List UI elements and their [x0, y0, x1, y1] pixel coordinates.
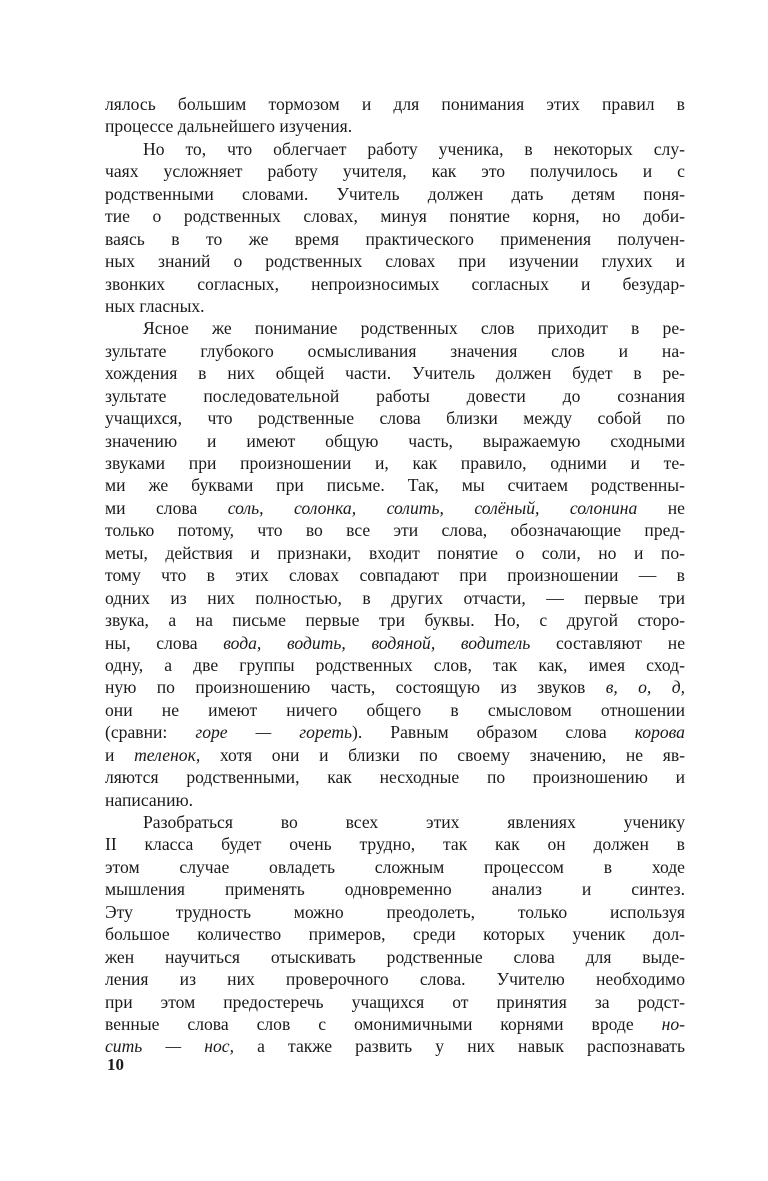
text-line	[105, 160, 685, 182]
text-line	[105, 878, 685, 900]
italic-example: вода, водить, водяной, водитель	[223, 632, 531, 653]
italic-example: в, о, д,	[605, 677, 686, 698]
text-line	[105, 654, 685, 676]
text-span: хождения в них общей части. Учитель должен будет в ре-	[105, 363, 685, 384]
text-span: ваясь в то же время практического применения получен-	[105, 228, 685, 249]
text-span: ми слова	[105, 497, 228, 518]
text-span: одну, а две группы родственных слов, так как, имея сход-	[105, 654, 685, 675]
text-line	[105, 833, 685, 855]
text-span: мышления применять одновременно анализ и синтез.	[105, 879, 685, 900]
italic-example: корова	[634, 722, 685, 743]
text-line	[105, 632, 685, 654]
text-line	[105, 542, 685, 564]
text-span: Но то, что облегчает работу ученика, в некоторых слу-	[143, 138, 685, 159]
text-line	[105, 721, 685, 743]
text-line	[105, 474, 685, 496]
text-span: значению и имеют общую часть, выражаемую сходными	[105, 430, 685, 451]
text-line	[105, 138, 685, 160]
text-span: написанию.	[105, 789, 194, 810]
text-span: ную по произношению часть, состоящую из звуков	[105, 677, 606, 698]
text-span: Ясное же понимание родственных слов приходит в ре-	[143, 318, 685, 339]
text-span: звонких согласных, непроизносимых согласных и безудар-	[105, 273, 685, 294]
text-line	[105, 676, 685, 698]
text-line	[105, 452, 685, 474]
text-line	[105, 497, 685, 519]
text-span: большое количество примеров, среди которых ученик дол-	[105, 924, 685, 945]
text-line	[105, 609, 685, 631]
text-line	[105, 362, 685, 384]
text-span: Эту трудность можно преодолеть, только используя	[105, 901, 685, 922]
text-line	[105, 250, 685, 272]
italic-example: соль, солонка, солить, солёный, солонина	[227, 497, 638, 518]
text-span: ления из них проверочного слова. Учителю необходимо	[105, 969, 685, 990]
text-line	[105, 901, 685, 923]
text-line	[105, 385, 685, 407]
text-line	[105, 789, 685, 811]
text-span: чаях усложняет работу учителя, как это получилось и с	[105, 161, 685, 182]
text-span: ных знаний о родственных словах при изучении глухих и	[105, 251, 685, 272]
italic-example: сить — нос,	[105, 1036, 234, 1057]
page-body-text	[105, 93, 685, 1058]
text-line	[105, 205, 685, 227]
text-span: тому что в этих словах совпадают при произношении — в	[105, 565, 685, 586]
text-span: хотя они и близки по своему значению, не яв-	[200, 744, 685, 765]
text-line	[105, 744, 685, 766]
text-span: II класса будет очень трудно, так как он должен в	[105, 834, 685, 855]
text-span: жен научиться отыскивать родственные слова для выде-	[105, 946, 685, 967]
text-span: составляют не	[530, 632, 686, 653]
text-span: при этом предостеречь учащихся от принятия за родст-	[105, 991, 685, 1012]
text-line	[105, 93, 685, 115]
text-span: зультате глубокого осмысливания значения слов и на-	[105, 340, 685, 361]
text-line	[105, 430, 685, 452]
text-line	[105, 564, 685, 586]
text-span: зультате последовательной работы довести до сознания	[105, 385, 685, 406]
paragraph	[105, 93, 685, 138]
text-span: Разобраться во всех этих явлениях ученику	[143, 812, 685, 832]
text-span: меты, действия и признаки, входит понятие о соли, но и по-	[105, 542, 685, 563]
text-line	[105, 699, 685, 721]
text-line	[105, 115, 685, 137]
text-span: а также развить у них навык распознавать	[233, 1036, 685, 1057]
text-line	[105, 1013, 685, 1035]
italic-example: горе — гореть	[195, 722, 353, 743]
text-line	[105, 183, 685, 205]
text-span: ляются родственными, как несходные по произношению и	[105, 767, 685, 788]
text-line	[105, 946, 685, 968]
text-span: они не имеют ничего общего в смысловом отношении	[105, 699, 685, 720]
text-span: звука, а на письме первые три буквы. Но, с другой сторо-	[105, 610, 685, 631]
text-span: родственными словами. Учитель должен дать детям поня-	[105, 183, 685, 204]
text-span: ми же буквами при письме. Так, мы считаем родственны-	[105, 475, 685, 496]
text-span: ных гласных.	[105, 295, 205, 316]
paragraph	[105, 138, 685, 318]
text-line	[105, 811, 685, 833]
text-span: звуками при произношении и, как правило, одними и те-	[105, 453, 685, 473]
text-line	[105, 340, 685, 362]
text-span: лялось большим тормозом и для понимания этих правил в	[105, 94, 685, 114]
paragraph	[105, 811, 685, 1058]
text-span: учащихся, что родственные слова близки между собой по	[105, 408, 685, 429]
text-span: одних из них полностью, в других отчасти, — первые три	[105, 587, 685, 608]
text-line	[105, 856, 685, 878]
text-line	[105, 407, 685, 429]
paragraph	[105, 317, 685, 811]
text-span: ). Равным образом слова	[352, 722, 635, 743]
text-span: венные слова слов с омонимичными корнями вроде	[105, 1013, 662, 1034]
italic-example: теленок,	[134, 744, 201, 765]
text-span: ны, слова	[105, 632, 224, 653]
text-span: (сравни:	[105, 722, 196, 743]
text-line	[105, 317, 685, 339]
text-span: процессе дальнейшего изучения.	[105, 116, 353, 137]
text-span: и	[105, 744, 135, 765]
text-span: тие о родственных словах, минуя понятие корня, но доби-	[105, 206, 685, 227]
page-number: 10	[107, 1055, 124, 1074]
text-line	[105, 295, 685, 317]
text-line	[105, 968, 685, 990]
text-line	[105, 273, 685, 295]
text-line	[105, 228, 685, 250]
text-span: не	[637, 497, 685, 518]
text-span: только потому, что во все эти слова, обозначающие пред-	[105, 520, 685, 541]
text-line	[105, 587, 685, 609]
text-span: этом случае овладеть сложным процессом в ходе	[105, 856, 685, 877]
text-line	[105, 1035, 685, 1057]
text-line	[105, 766, 685, 788]
text-line	[105, 991, 685, 1013]
text-line	[105, 923, 685, 945]
text-line	[105, 519, 685, 541]
italic-example: но-	[661, 1013, 685, 1034]
